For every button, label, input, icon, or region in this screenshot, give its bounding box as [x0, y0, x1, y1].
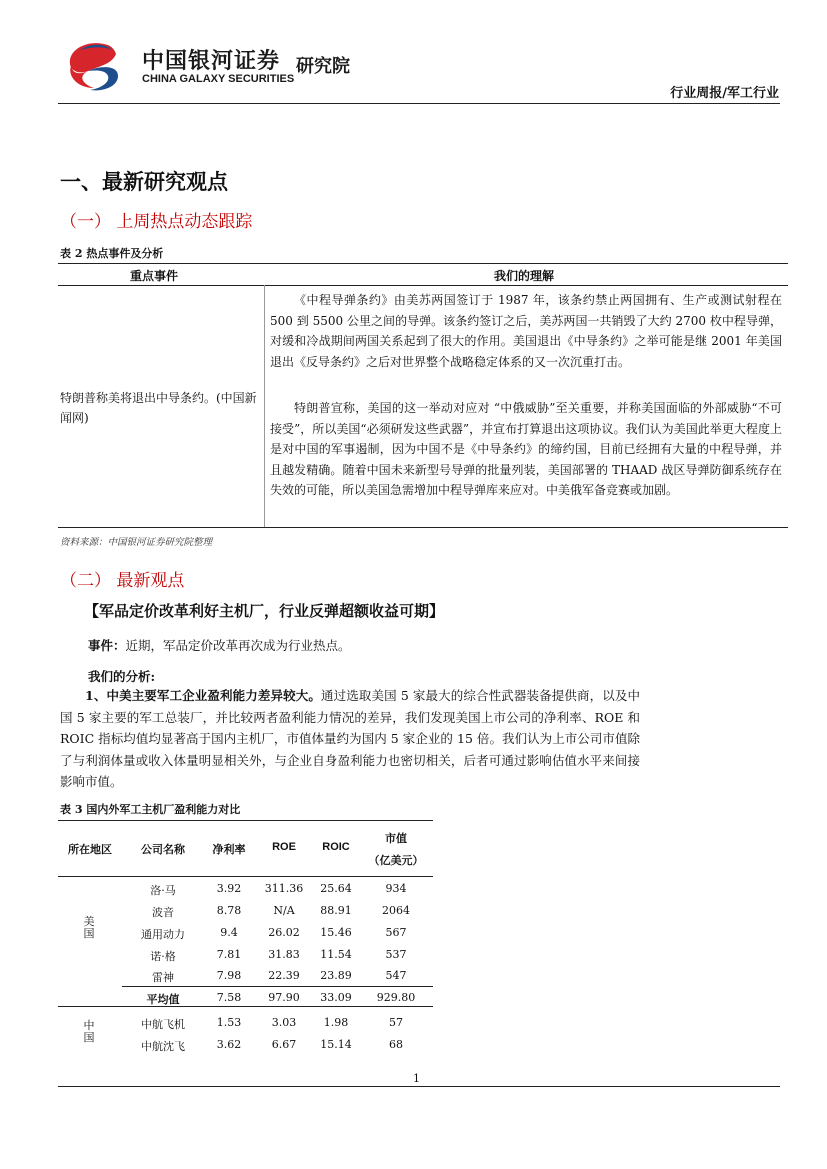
market-cap-cell: 2064: [382, 904, 410, 917]
net-margin-cell: 3.62: [216, 1038, 242, 1051]
region-us: 美国: [83, 915, 95, 940]
roic-cell: 11.54: [320, 948, 352, 961]
th-region: 所在地区: [68, 843, 112, 856]
table2-analysis-para-2: 特朗普宣称，美国的这一举动对应对 “中俄威胁”至关重要，并称美国面临的外部威胁“不可接受”，所以美国“必须研发这些武器”，并宣布打算退出这项协议。我们认为美国此举更大程度上是对中国的军事遏制，因为中国不是《中导条约》的缔约国，目前已经拥有大量的中程导弹，并且越发精确。随着中国未来新型号导弹的批量列装，美国部署的 THAAD 战区导弹防御系统存在失效的可能，所以美国急需增加中程导弹库来应对。中美俄军备竞赛或加剧。: [270, 401, 782, 498]
company-logo: [58, 38, 378, 94]
company-name-cn: 中国银河证券: [142, 49, 281, 74]
roe-cell: 3.03: [271, 1016, 297, 1029]
roic-cell: 15.14: [320, 1038, 352, 1051]
company-cell: 通用动力: [141, 928, 185, 941]
section-title: 一、最新研究观点: [60, 169, 228, 194]
company-cell: 诺·格: [150, 950, 176, 963]
th-roic: ROIC: [322, 841, 350, 853]
table2-event-cell: 特朗普称美将退出中导条约。(中国新闻网): [60, 391, 257, 425]
market-cap-cell: 934: [385, 882, 407, 895]
roic-cell: 25.64: [320, 882, 352, 895]
net-margin-cell: 3.92: [216, 882, 242, 895]
roe-cell: 97.90: [268, 991, 300, 1004]
subsection-title-1: （一） 上周热点动态跟踪: [60, 212, 253, 232]
company-cell: 洛·马: [150, 884, 176, 897]
net-margin-cell: 7.98: [216, 969, 242, 982]
event-label: 事件：: [88, 638, 126, 653]
th-roe: ROE: [272, 841, 296, 853]
table2-analysis-para-1: 《中程导弹条约》由美苏两国签订于 1987 年，该条约禁止两国拥有、生产或测试射程在 500 到 5500 公里之间的导弹。该条约签订之后，美苏两国一共销毁了大约 2700 枚中程导弹，对缓和冷战期间两国关系起到了很大的作用。美国退出《中导条约》之举可能是继 2001 年美国退出《反导条约》之后对世界整个战略稳定体系的又一次沉重打击。: [270, 293, 782, 369]
table2-source: 资料来源：中国银河证券研究院整理: [60, 537, 213, 548]
market-cap-cell: 68: [389, 1038, 403, 1051]
market-cap-cell: 547: [385, 969, 407, 982]
page-number: 1: [413, 1072, 420, 1085]
net-margin-cell: 7.81: [216, 948, 242, 961]
roe-cell: N/A: [273, 904, 295, 917]
th-company: 公司名称: [141, 843, 185, 856]
region-cn: 中国: [83, 1019, 95, 1044]
roic-cell: 33.09: [320, 991, 352, 1004]
header-divider: [58, 103, 780, 104]
roic-cell: 23.89: [320, 969, 352, 982]
profitability-table: [58, 820, 433, 1060]
net-margin-cell: 7.58: [216, 991, 242, 1004]
roe-cell: 31.83: [268, 948, 300, 961]
analysis-label: 我们的分析:: [88, 669, 156, 684]
footer-divider: [58, 1086, 780, 1087]
point1-heading: 1、中美主要军工企业盈利能力差异较大。: [85, 688, 322, 703]
company-cell: 波音: [152, 906, 174, 919]
roe-cell: 6.67: [271, 1038, 297, 1051]
table2-caption: 表 2 热点事件及分析: [60, 247, 164, 260]
roic-cell: 88.91: [320, 904, 352, 917]
report-type: 行业周报/军工行业: [670, 86, 779, 101]
galaxy-logo-icon: [58, 38, 132, 94]
table3-caption: 表 3 国内外军工主机厂盈利能力对比: [60, 803, 241, 816]
market-cap-cell: 929.80: [376, 991, 416, 1004]
roe-cell: 22.39: [268, 969, 300, 982]
net-margin-cell: 9.4: [220, 926, 238, 939]
th-market-cap-unit: （亿美元）: [368, 854, 424, 867]
net-margin-cell: 8.78: [216, 904, 242, 917]
th-net-margin: 净利率: [212, 843, 246, 856]
company-cell: 中航沈飞: [141, 1040, 185, 1053]
table2-header-understanding: 我们的理解: [494, 269, 555, 283]
market-cap-cell: 537: [385, 948, 407, 961]
average-label: 平均值: [146, 993, 180, 1006]
institute-label: 研究院: [296, 56, 350, 77]
viewpoint-headline: 【军品定价改革利好主机厂，行业反弹超额收益可期】: [84, 602, 445, 620]
hot-events-table: [58, 263, 788, 528]
roe-cell: 311.36: [264, 882, 304, 895]
roe-cell: 26.02: [268, 926, 300, 939]
market-cap-cell: 57: [389, 1016, 403, 1029]
roic-cell: 15.46: [320, 926, 352, 939]
company-cell: 雷神: [152, 971, 174, 984]
th-market-cap: 市值: [385, 832, 407, 845]
subsection-title-2: （二） 最新观点: [60, 571, 185, 591]
analysis-paragraph: [60, 685, 640, 793]
event-text: 近期，军品定价改革再次成为行业热点。: [125, 638, 351, 653]
event-line: [88, 636, 351, 654]
net-margin-cell: 1.53: [216, 1016, 242, 1029]
point1-text: 通过选取美国 5 家最大的综合性武器装备提供商，以及中国 5 家主要的军工总装厂，并比较两者盈利能力情况的差异，我们发现美国上市公司的净利率、ROE 和 ROIC 指标均值均显著高于国内主机厂，市值体量约为国内 5 家企业的 15 倍。我们认为上市公司市值除了与利润体量或收入体量明显相关外，与企业自身盈利能力也密切相关，后者可通过影响估值水平来间接影响市值。: [60, 688, 640, 789]
company-cell: 中航飞机: [141, 1018, 185, 1031]
table2-header-event: 重点事件: [130, 269, 179, 283]
company-name-en: CHINA GALAXY SECURITIES: [142, 73, 295, 85]
market-cap-cell: 567: [385, 926, 407, 939]
roic-cell: 1.98: [323, 1016, 349, 1029]
